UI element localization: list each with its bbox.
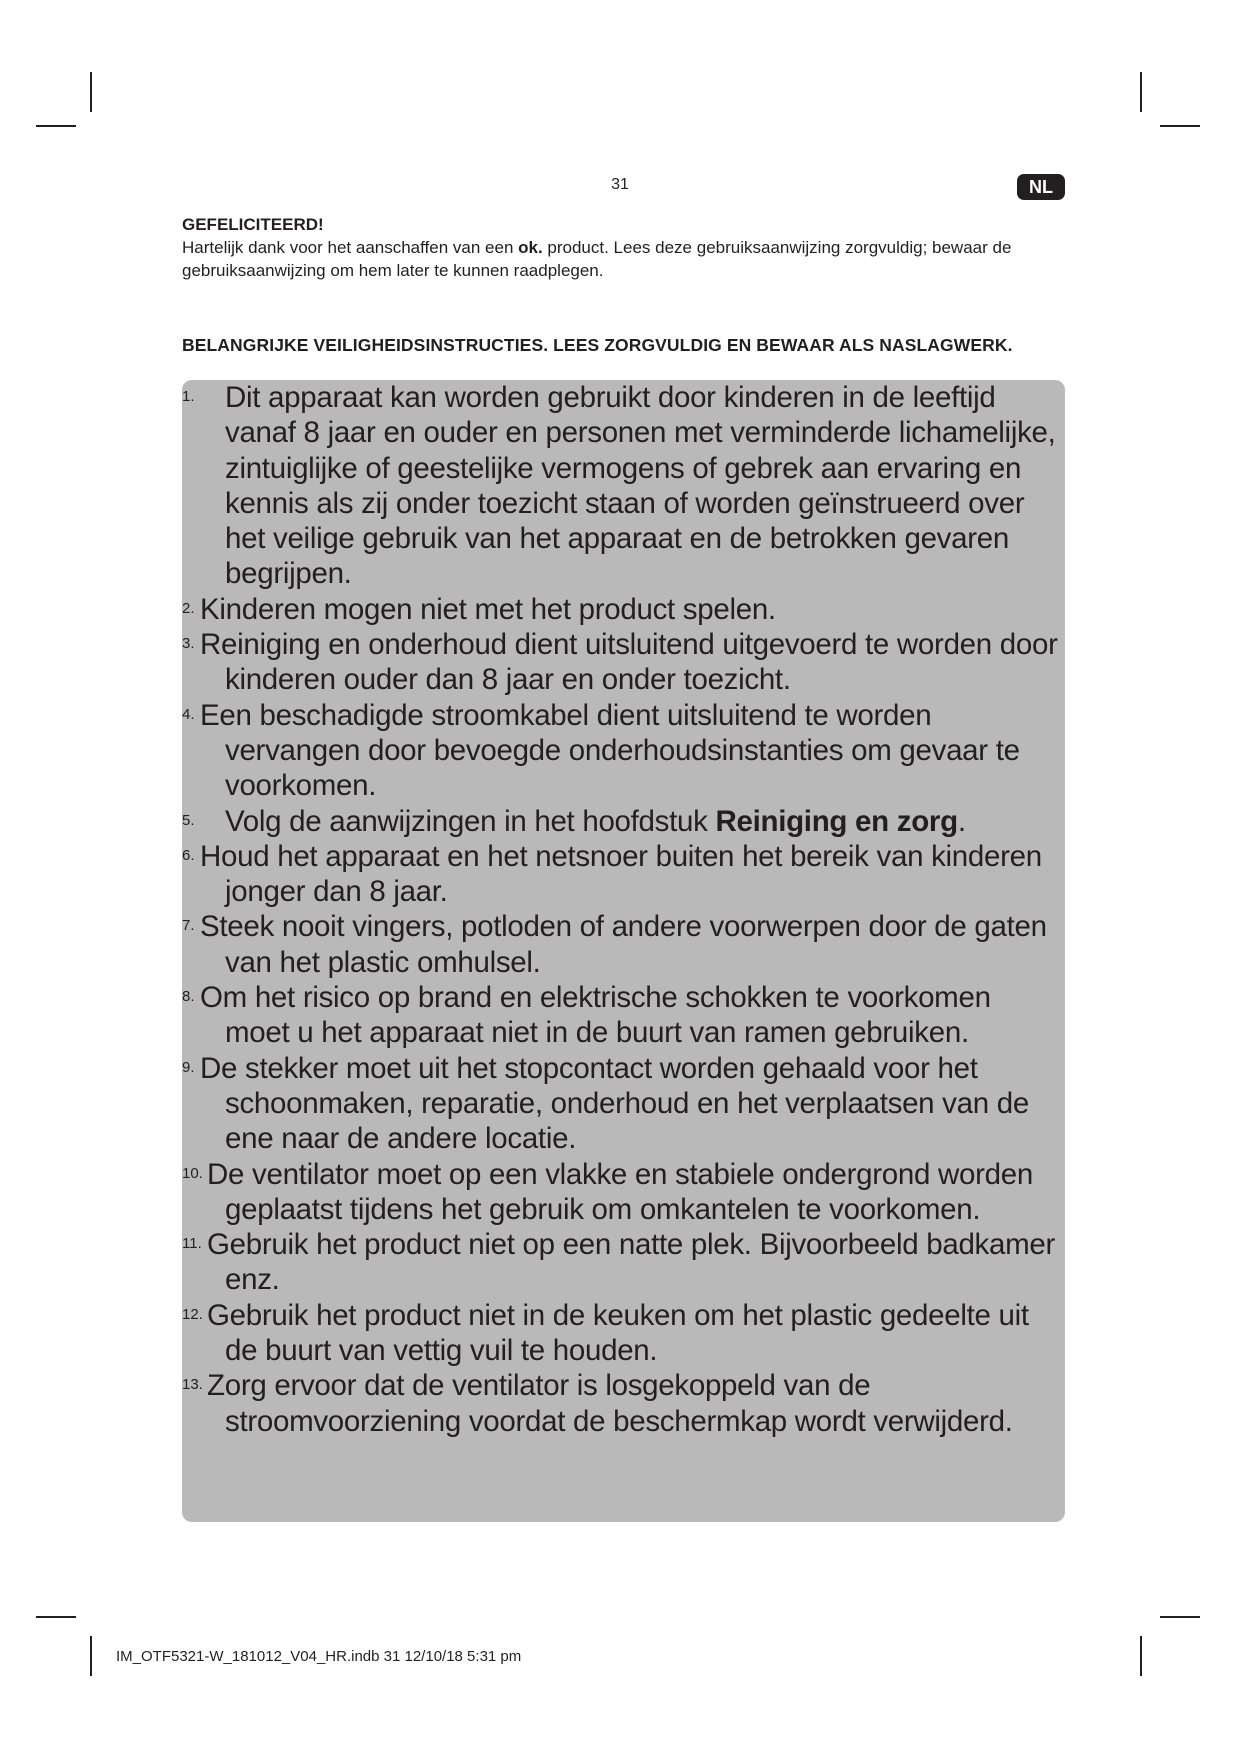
instruction-text: De stekker moet uit het stopcontact worden gehaald voor het schoonmaken, reparatie, onderhoud en het verplaatsen van de ene naar de andere locatie. [200, 1051, 1029, 1156]
chapter-reference: Reiniging en zorg [715, 804, 958, 838]
instruction-text [225, 805, 966, 838]
instruction-item-6 [182, 839, 1061, 910]
instruction-number: 1. [182, 388, 195, 405]
instruction-item-10 [182, 1157, 1061, 1228]
instruction-number: 3. [182, 635, 195, 653]
safety-heading: BELANGRIJKE VEILIGHEIDSINSTRUCTIES. LEES ZORGVULDIG EN BEWAAR ALS NASLAGWERK. [182, 335, 1013, 355]
instruction-number: 10. [182, 1164, 203, 1182]
instruction-number: 8. [182, 988, 195, 1006]
brand-name: ok. [518, 238, 543, 257]
crop-mark-top-left-vertical [90, 72, 92, 112]
instruction-text: Dit apparaat kan worden gebruikt door kinderen in de leeftijd vanaf 8 jaar en ouder en personen met verminderde lichamelijke, zintuiglijke of geestelijke vermogens of gebrek aan ervaring en kennis als zij onder toezicht staan of worden geïnstrueerd over het veilige gebruik van het apparaat en de betrokken gevaren begrijpen. [225, 381, 1056, 591]
instruction-item-8 [182, 980, 1061, 1051]
instruction-text: Gebruik het product niet in de keuken om het plastic gedeelte uit de buurt van vettig vuil te houden. [207, 1298, 1029, 1368]
instruction-text: Een beschadigde stroomkabel dient uitsluitend te worden vervangen door bevoegde onderhoudsinstanties om gevaar te voorkomen. [200, 698, 1020, 803]
instruction-text: Om het risico op brand en elektrische schokken te voorkomen moet u het apparaat niet in de buurt van ramen gebruiken. [200, 981, 991, 1050]
instruction-text: Kinderen mogen niet met het product spelen. [200, 592, 776, 626]
intro-text [182, 236, 1062, 282]
instruction-text: Zorg ervoor dat de ventilator is losgekoppeld van de stroomvoorziening voordat de beschermkap wordt verwijderd. [207, 1369, 1013, 1438]
crop-mark-bottom-right-horizontal [1160, 1616, 1200, 1618]
instruction-item-12 [182, 1298, 1061, 1369]
instruction-text-before: Volg de aanwijzingen in het hoofdstuk [225, 804, 716, 838]
print-file-info: IM_OTF5321-W_181012_V04_HR.indb 31 12/10/18 5:31 pm [116, 1648, 522, 1665]
instruction-item-5 [182, 804, 1061, 839]
intro-title: GEFELICITEERD! [182, 215, 324, 234]
instruction-item-7 [182, 909, 1061, 980]
crop-mark-top-right-horizontal [1160, 125, 1200, 127]
instruction-box [182, 380, 1065, 1522]
instruction-item-2 [182, 592, 1061, 627]
instruction-text-after: . [957, 804, 966, 838]
instruction-number: 11. [182, 1235, 202, 1253]
instruction-list [182, 380, 1061, 1439]
instruction-item-1 [182, 380, 1061, 592]
crop-mark-top-left-horizontal [36, 125, 76, 127]
instruction-number: 12. [182, 1305, 203, 1323]
instruction-text: Reiniging en onderhoud dient uitsluitend uitgevoerd te worden door kinderen ouder dan 8 jaar en onder toezicht. [200, 628, 1058, 697]
instruction-text: De ventilator moet op een vlakke en stabiele ondergrond worden geplaatst tijdens het gebruik om omkantelen te voorkomen. [207, 1157, 1033, 1226]
instruction-number: 9. [182, 1058, 195, 1076]
instruction-text: Steek nooit vingers, potloden of andere voorwerpen door de gaten van het plastic omhulsel. [200, 910, 1047, 979]
intro-section [182, 213, 1062, 282]
instruction-item-3 [182, 627, 1061, 698]
crop-mark-top-right-vertical [1140, 72, 1142, 112]
instruction-number: 13. [182, 1376, 203, 1394]
instruction-item-11 [182, 1227, 1061, 1298]
instruction-number: 2. [182, 599, 195, 617]
instruction-number: 7. [182, 917, 195, 935]
instruction-item-13 [182, 1368, 1061, 1439]
crop-mark-bottom-right-vertical [1140, 1636, 1142, 1676]
instruction-number: 5. [182, 811, 195, 829]
instruction-text: Houd het apparaat en het netsnoer buiten het bereik van kinderen jonger dan 8 jaar. [200, 839, 1042, 909]
instruction-item-4 [182, 698, 1061, 804]
instruction-number: 4. [182, 705, 195, 723]
instruction-text: Gebruik het product niet op een natte plek. Bijvoorbeeld badkamer enz. [207, 1228, 1056, 1297]
crop-mark-bottom-left-vertical [90, 1636, 92, 1676]
intro-text-before: Hartelijk dank voor het aanschaffen van een [182, 238, 519, 257]
instruction-item-9 [182, 1051, 1061, 1157]
language-badge: NL [1017, 174, 1065, 200]
page-number: 31 [611, 176, 629, 193]
crop-mark-bottom-left-horizontal [36, 1616, 76, 1618]
instruction-number: 6. [182, 846, 195, 864]
intro-text-after: product. Lees deze gebruiksaanwijzing zorgvuldig; bewaar de gebruiksaanwijzing om hem later te kunnen raadplegen. [182, 238, 1012, 280]
